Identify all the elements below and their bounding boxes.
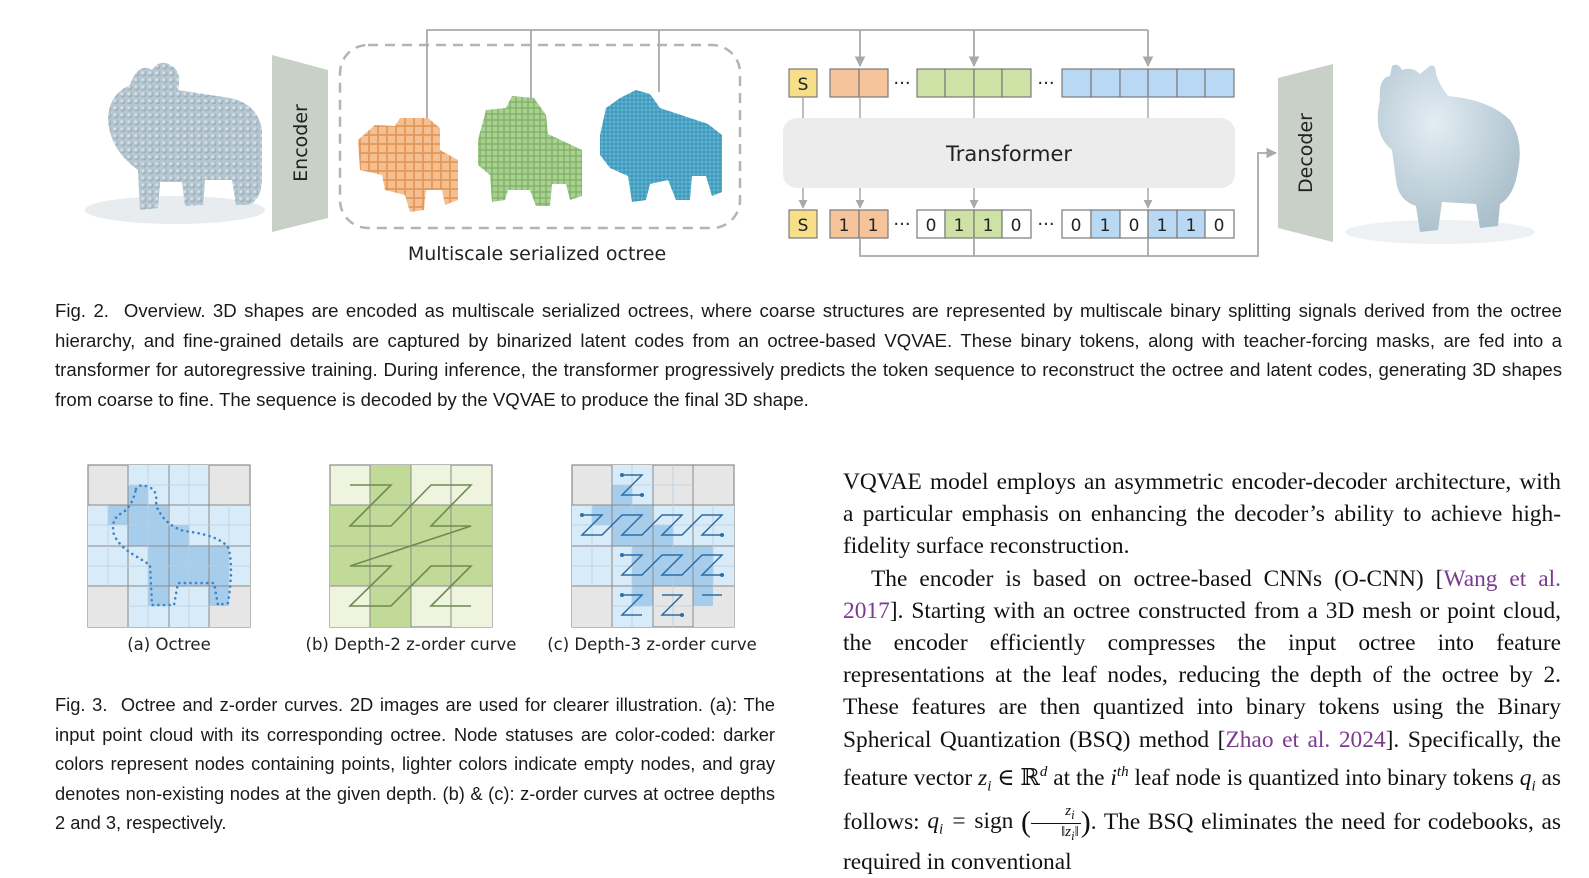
output-mesh-shape (1345, 65, 1535, 244)
body-paragraph-1: VQVAE model employs an asymmetric encoder-decoder architecture, with a particular emphasis on enhancing the decoder’s ability to achieve high-fidelity surface reconstruction. (843, 469, 1561, 560)
figure-2-caption-text: Overview. 3D shapes are encoded as multiscale serialized octrees, where coarse structures are represented by multiscale binary splitting signals derived from the octree hierarchy, and fine-grained details are captured by binarized latent codes from an octree-based VQVAE. These binary tokens, along with teacher-forcing masks, are fed into a transformer for autoregressive training. During inference, the transformer progressively predicts the token sequence to reconstruct the octree and latent codes, generating 3D shapes from coarse to fine. The sequence is decoded by the VQVAE to produce the final 3D shape. (55, 300, 1562, 410)
output-token: 1 (1185, 216, 1197, 236)
decoder-block (1278, 64, 1333, 242)
input-token-row (789, 69, 1234, 97)
figure-3 (80, 460, 770, 660)
input-ellipsis-2: ··· (1037, 73, 1055, 94)
math-feature-vector: $z_i$ ∈ ℝ$^d$ (978, 763, 1048, 795)
math-ith: $i^{th}$ (1110, 763, 1129, 791)
z-order-depth-2 (330, 465, 492, 627)
body-paragraph-2: The encoder is based on octree-based CNNs (O-CNN) [Wang et al. 2017]. Starting with an octree constructed from a 3D mesh or point cloud, the encoder efficiently compresses the input octree into feature representations at the leaf nodes, reducing the depth of the octree by 2. These features are then quantized into binary tokens using the Binary Spherical Quantization (BSQ) method [Zhao et al. 2024]. Specifically, the feature vector $z_i$ ∈ ℝ$^d$ at the $i^{th}$ leaf node is quantized into binary tokens $q_i$ as follows: $q_i$ = sign ( $\frac{z_i}{‖z_i‖}$ ). The BSQ eliminates the need for codebooks, as required in conventional (843, 565, 1562, 876)
voxel-octree-depth-coarse (358, 118, 458, 212)
output-token: 0 (1070, 216, 1082, 236)
figure-2 (0, 0, 1589, 280)
transformer-label: Transformer (945, 142, 1073, 166)
output-token: 1 (953, 216, 965, 236)
citation-zhao-2024[interactable]: Zhao et al. 2024 (1225, 726, 1386, 753)
subcaption-octree: (a) Octree (127, 635, 211, 654)
math-q-i: $q_i$ (1519, 764, 1536, 795)
output-start-label: S (797, 216, 809, 236)
voxel-octree-depth-fine (600, 90, 722, 202)
figure-3-label: Fig. 3. (55, 694, 108, 715)
output-ellipsis-2: ··· (1037, 214, 1055, 235)
output-token: 0 (1128, 216, 1140, 236)
octree-label: Multiscale serialized octree (407, 243, 667, 265)
output-token: 1 (838, 216, 850, 236)
body-text-column (843, 466, 1561, 878)
subcaption-depth-3: (c) Depth-3 z-order curve (547, 635, 757, 654)
input-ellipsis-1: ··· (893, 73, 911, 94)
z-order-depth-3 (572, 465, 734, 627)
output-token: 0 (1010, 216, 1022, 236)
output-token: 1 (982, 216, 994, 236)
figure-2-label: Fig. 2. (55, 300, 109, 321)
encoder-label: Encoder (290, 104, 312, 182)
voxel-octree-depth-medium (478, 96, 582, 206)
output-token: 0 (925, 216, 937, 236)
transformer-block (783, 97, 1235, 208)
citation-wang-2017[interactable]: Wang et al. 2017 (843, 565, 1562, 624)
input-start-label: S (797, 75, 809, 95)
figure-3-caption (55, 690, 775, 838)
subcaption-depth-2: (b) Depth-2 z-order curve (305, 635, 517, 654)
octree-grid-a (88, 465, 250, 627)
encoder-block (272, 55, 328, 232)
output-token: 1 (1156, 216, 1168, 236)
input-point-cloud (85, 63, 265, 224)
output-token: 1 (1099, 216, 1111, 236)
output-token: 0 (1213, 216, 1225, 236)
figure-2-caption (55, 296, 1562, 414)
math-sign-formula: $q_i$ = sign ( $\frac{z_i}{‖z_i‖}$ ) (927, 802, 1091, 843)
output-ellipsis-1: ··· (893, 214, 911, 235)
figure-3-caption-text: Octree and z-order curves. 2D images are used for clearer illustration. (a): The input point cloud with its corresponding octree. Node statuses are color-coded: darker colors represent nodes containing points, lighter colors indicate empty nodes, and gray denotes non-existing nodes at the given depth. (b) & (c): z-order curves at octree depths 2 and 3, respectively. (55, 694, 775, 833)
decoder-label: Decoder (1295, 113, 1317, 193)
output-token: 1 (867, 216, 879, 236)
